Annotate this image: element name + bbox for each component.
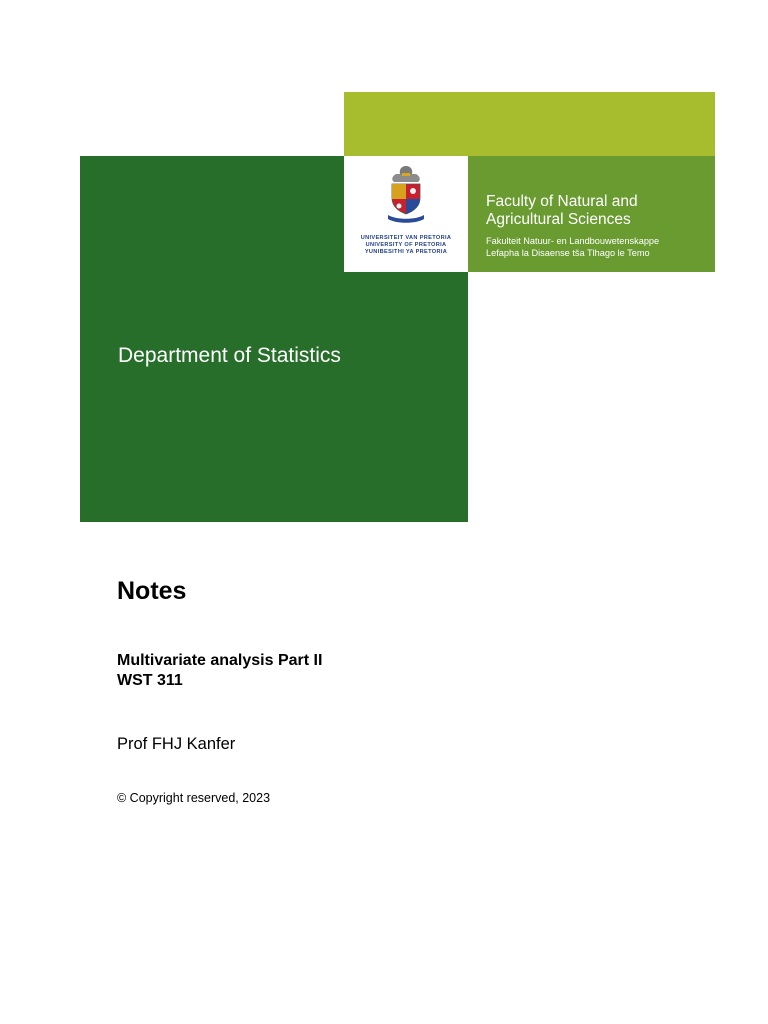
author-name: Prof FHJ Kanfer [117, 735, 236, 753]
university-name-lines [344, 235, 468, 256]
faculty-title-line: Agricultural Sciences [486, 211, 631, 228]
university-crest-icon [384, 164, 428, 226]
faculty-title-line: Faculty of Natural and [486, 193, 638, 210]
faculty-subtitle-line: Fakulteit Natuur- en Landbouwetenskappe [486, 236, 660, 246]
university-name-english: UNIVERSITY OF PRETORIA [365, 242, 447, 248]
faculty-subtitle-line: Lefapha la Disaense tša Tlhago le Temo [486, 248, 650, 258]
lime-banner-block [344, 92, 715, 156]
department-name: Department of Statistics [118, 344, 341, 367]
university-name-sepedi: YUNIBESITHI YA PRETORIA [364, 249, 448, 255]
course-title [117, 651, 322, 691]
university-name-afrikaans: UNIVERSITEIT VAN PRETORIA [360, 235, 452, 241]
faculty-subtitle [486, 235, 710, 259]
copyright-notice: © Copyright reserved, 2023 [117, 791, 271, 805]
university-logo [344, 156, 468, 272]
course-code: WST 311 [117, 672, 183, 689]
course-name: Multivariate analysis Part II [117, 652, 323, 669]
faculty-title [486, 193, 710, 229]
document-type-heading: Notes [117, 577, 187, 605]
